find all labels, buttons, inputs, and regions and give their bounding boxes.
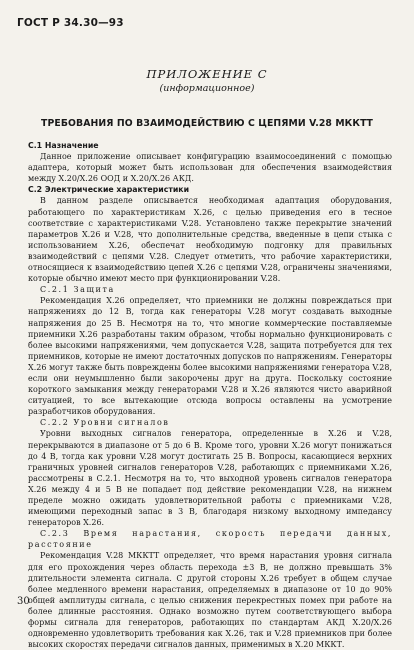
section-title: ТРЕБОВАНИЯ ПО ВЗАИМОДЕЙСТВИЮ С ЦЕПЯМИ V.28 МККТТ (41, 118, 373, 129)
paragraph-protection: Рекомендация Х.26 определяет, что приемники не должны повреждаться при напряжениях до 12 В, тогда как генераторы V.28 могут создавать выходные напряжения до 25 В. Несмотря на то, что многие коммерческие поставляемые приемники Х.26 разработаны таким образом, чтобы нормально функционировать с более высокими напряжениями, чем допускается V.28, защита потребуется для тех приемников, которые не имеют достаточных допусков по напряжениям. Генераторы Х.26 могут также быть повреждены более высокими напряжениями генератора V.28, если они неумышленно были закорочены друг на друга. Поскольку состояние короткого замыкания между генераторами V.28 и Х.26 являются чисто аварийной ситуацией, то все вытекающие отсюда вопросы оставлены на усмотрение разработчиков оборудования. (28, 296, 393, 417)
subheading-rise-time: С.2.3 Время нарастания, скорость передачи данных, расстояние (28, 529, 392, 550)
appendix-title: ПРИЛОЖЕНИЕ С (146, 67, 268, 81)
document-body (28, 140, 392, 650)
page-number: 30 (17, 596, 30, 607)
subheading-signal-levels: С.2.2 Уровни сигналов (40, 418, 170, 428)
paragraph-signal-levels: Уровни выходных сигналов генератора, определенные в Х.26 и V.28, перекрываются в диапазоне от 5 до 6 В. Кроме того, уровни Х.26 могут понижаться до 4 В, тогда как уровни V.28 могут достигать 25 В. Вопросы, касающиеся верхних граничных уровней сигналов генераторов V.28, работающих с приемниками Х.26, рассмотрены в С.2.1. Несмотря на то, что выходной уровень сигналов генератора Х.26 между 4 и 5 В не попадает под действие рекомендации V.28, на нижнем пределе можно ожидать удовлетворительной работы с приемниками V.28, имеющими переходный запас в 3 В, благодаря низкому выходному импедансу генераторов Х.26. (28, 429, 392, 528)
document-header: ГОСТ Р 34.30—93 (17, 17, 124, 29)
heading-electrical: С.2 Электрические характеристики (28, 185, 190, 195)
paragraph-purpose: Данное приложение описывает конфигурацию взаимосоединений с помощью адаптера, который может быть использован для обеспечения взаимодействия между Х.20/Х.26 ООД и Х.20/Х.26 АКД. (28, 152, 392, 184)
appendix-subtitle: (информационное) (159, 83, 255, 94)
subheading-protection: С.2.1 Защита (40, 285, 115, 295)
paragraph-electrical: В данном разделе описывается необходимая адаптация оборудования, работающего по характеристикам Х.26, с целью приведения его в тесное соответствие с характеристиками V.28. Установлено также перекрытие значений параметров Х.26 и V.28, что дополнительные средства, введенные в цепи стыка с использованием Х.26, обеспечат необходимую подгонку для правильных взаимодействий с цепями V.28. Следует отметить, что рабочие характеристики, относящиеся к взаимодействию цепей Х.26 с цепями V.28, ограничены значениями, которые обычно имеют место при функционировании V.28. (28, 196, 392, 284)
heading-purpose: С.1 Назначение (28, 141, 99, 150)
paragraph-rise-time: Рекомендация V.28 МККТТ определяет, что время нарастания уровня сигнала для его прохождения через область перехода ±3 В, не должно превышать 3% длительности элемента сигнала. С другой стороны Х.26 требует в общем случае более медленного времени нарастания, определяемых в диапазоне от 10 до 90% общей амплитуды сигнала, с целью снижения перекрестных помех при работе на более длинные расстояния. Однако возможно путем соответствующего выбора формы сигнала для генераторов, работающих по стандартам АКД Х.20/Х.26 одновременно удовлетворить требования как Х.26, так и V.28 приемников при более высоких скоростях передачи сигналов данных, применимых в Х.20 МККТ. (28, 551, 392, 650)
